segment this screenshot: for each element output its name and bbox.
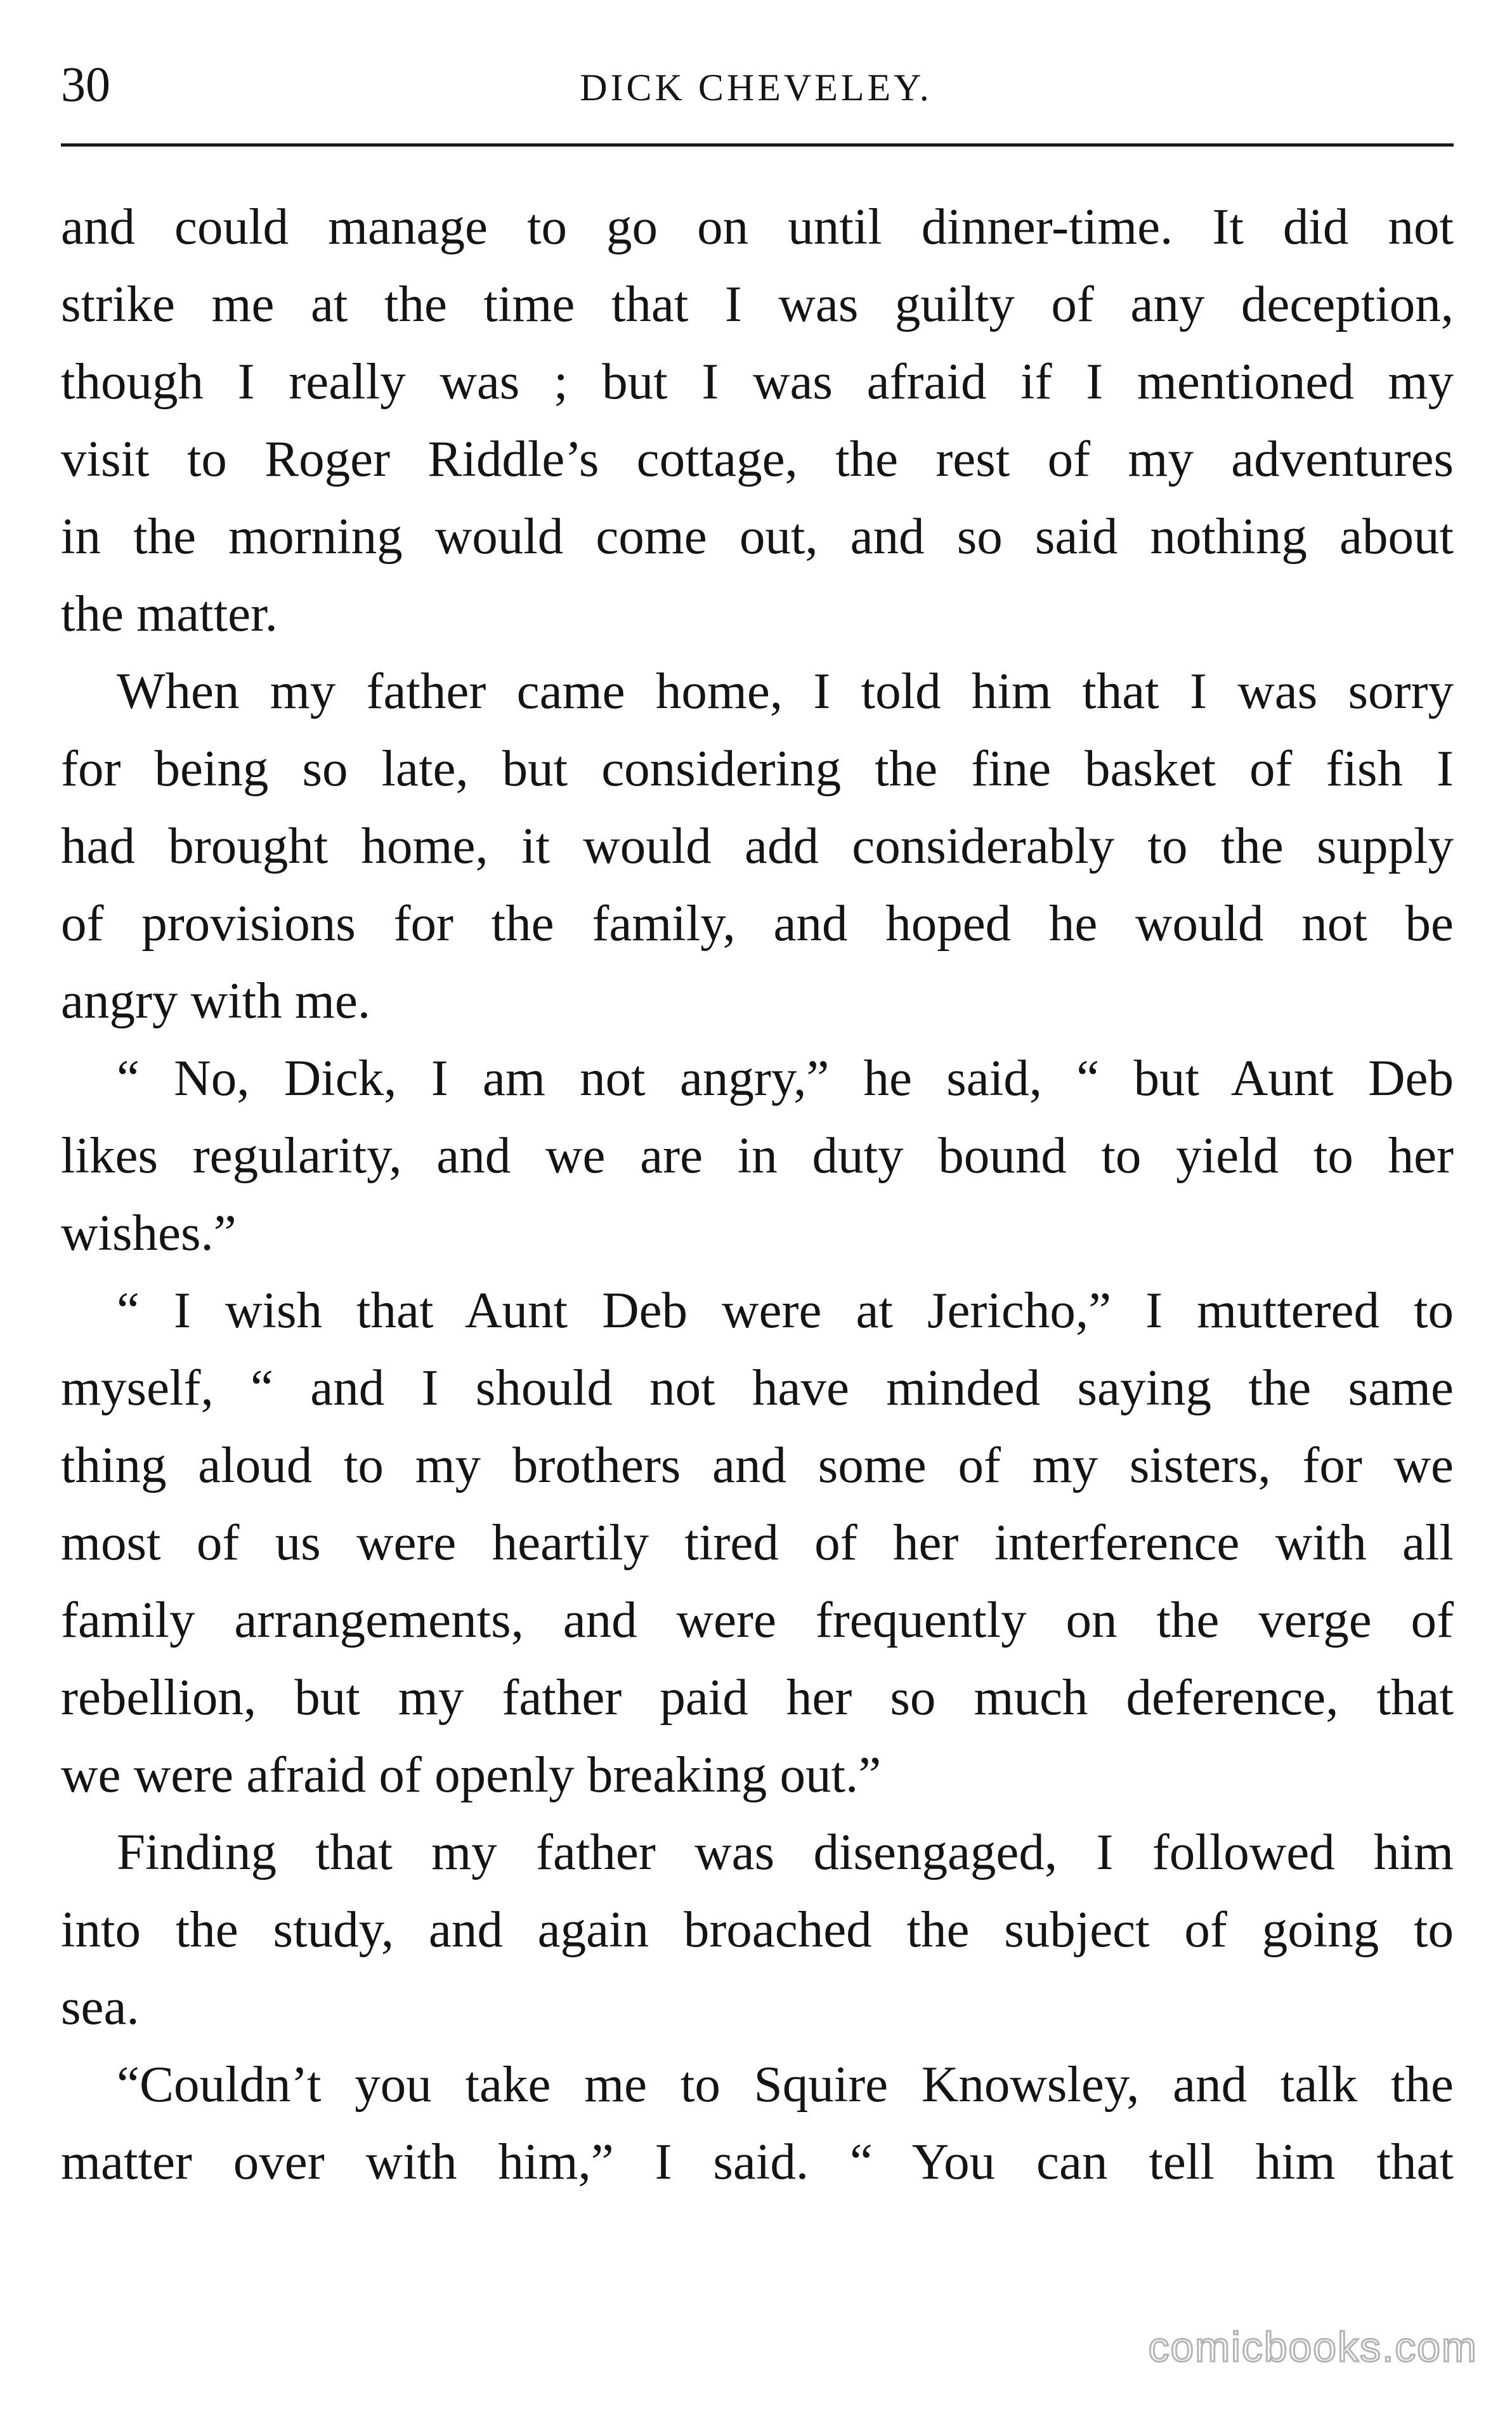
text-line: matter over with him,” I said. “ You can tell him that	[61, 2133, 1454, 2190]
text-line: in the morning would come out, and so said nothing about	[61, 508, 1454, 565]
text-line: “ No, Dick, I am not angry,” he said, “ but Aunt Deb	[117, 1049, 1454, 1106]
text-line: though I really was ; but I was afraid if I mentioned my	[61, 353, 1454, 410]
text-line: “ I wish that Aunt Deb were at Jericho,” I muttered to	[117, 1282, 1454, 1339]
page-number: 30	[61, 56, 110, 112]
text-line: Finding that my father was disengaged, I followed him	[117, 1823, 1454, 1880]
text-line: visit to Roger Riddle’s cottage, the rest of my adventures	[61, 430, 1454, 487]
text-line: of provisions for the family, and hoped he would not be	[61, 895, 1454, 952]
text-line: likes regularity, and we are in duty bound to yield to her	[61, 1127, 1454, 1184]
text-line: myself, “ and I should not have minded saying the same	[61, 1359, 1454, 1416]
text-line: family arrangements, and were frequently on the verge of	[61, 1591, 1454, 1648]
page-header	[61, 46, 1451, 115]
text-line: sea.	[61, 1978, 140, 2035]
text-line: we were afraid of openly breaking out.”	[61, 1746, 882, 1803]
header-rule	[61, 143, 1454, 147]
text-line: had brought home, it would add considerably to the supply	[61, 817, 1454, 874]
body-text	[61, 188, 1454, 2200]
running-title: DICK CHEVELEY.	[580, 67, 932, 108]
text-line: angry with me.	[61, 972, 371, 1029]
text-line: thing aloud to my brothers and some of my sisters, for we	[61, 1436, 1454, 1493]
text-line: strike me at the time that I was guilty of any deception,	[61, 275, 1454, 332]
text-line: rebellion, but my father paid her so much deference, that	[61, 1669, 1454, 1726]
text-line: “Couldn’t you take me to Squire Knowsley, and talk the	[117, 2056, 1454, 2113]
watermark: comicbooks.com	[1148, 2323, 1478, 2370]
text-line: for being so late, but considering the fine basket of fish I	[61, 740, 1454, 797]
text-line: most of us were heartily tired of her interference with all	[61, 1514, 1454, 1571]
text-line: into the study, and again broached the subject of going to	[61, 1901, 1454, 1958]
text-line: wishes.”	[61, 1204, 237, 1261]
text-line: and could manage to go on until dinner-time. It did not	[61, 198, 1454, 255]
text-line: the matter.	[61, 585, 278, 642]
text-line: When my father came home, I told him that I was sorry	[117, 662, 1454, 719]
